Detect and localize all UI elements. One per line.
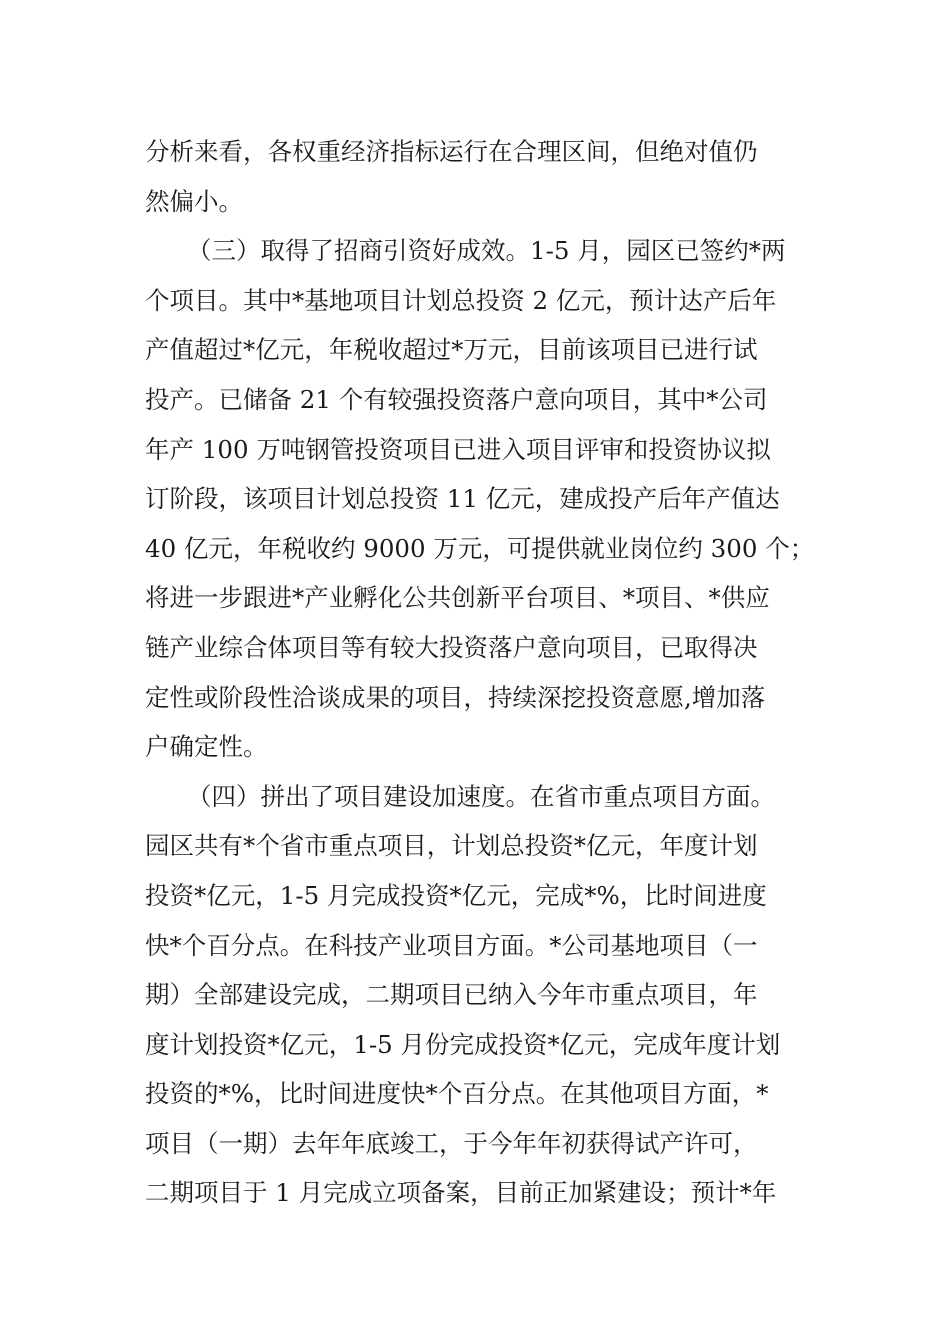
text-line: 期）全部建设完成，二期项目已纳入今年市重点项目，年 <box>145 980 758 1010</box>
text-line: 园区共有*个省市重点项目，计划总投资*亿元，年度计划 <box>145 831 758 861</box>
text-line: 项目（一期）去年年底竣工，于今年年初获得试产许可， <box>145 1128 758 1158</box>
text-line: 投产。已储备 21 个有较强投资落户意向项目，其中*公司 <box>145 384 768 414</box>
text-line: 订阶段，该项目计划总投资 11 亿元，建成投产后年产值达 <box>145 484 780 514</box>
text-line: 二期项目于 1 月完成立项备案，目前正加紧建设；预计*年 <box>145 1178 777 1208</box>
text-line: 链产业综合体项目等有较大投资落户意向项目，已取得决 <box>145 632 758 662</box>
text-line: 分析来看，各权重经济指标运行在合理区间，但绝对值仍 <box>145 137 758 166</box>
text-line: 投资*亿元，1-5 月完成投资*亿元，完成*%，比时间进度 <box>145 880 767 910</box>
text-line: 户确定性。 <box>145 732 268 762</box>
document-body <box>145 127 815 1218</box>
text-line: 然偏小。 <box>145 186 243 216</box>
text-line: 度计划投资*亿元，1-5 月份完成投资*亿元，完成年度计划 <box>145 1029 781 1059</box>
text-line: 年产 100 万吨钢管投资项目已进入项目评审和投资协议拟 <box>145 434 771 464</box>
text-line: 个项目。其中*基地项目计划总投资 2 亿元，预计达产后年 <box>145 285 777 315</box>
text-line: 定性或阶段性洽谈成果的项目，持续深挖投资意愿,增加落 <box>145 682 766 712</box>
text-line: 40 亿元，年税收约 9000 万元，可提供就业岗位约 300 个； <box>145 533 815 563</box>
text-line: 投资的*%，比时间进度快*个百分点。在其他项目方面，* <box>145 1079 769 1109</box>
paragraph-heading-line: （三）取得了招商引资好成效。1-5 月，园区已签约*两 <box>187 236 786 266</box>
text-line: 产值超过*亿元，年税收超过*万元，目前该项目已进行试 <box>145 335 758 365</box>
text-line: 快*个百分点。在科技产业项目方面。*公司基地项目（一 <box>145 930 758 960</box>
text-line: 将进一步跟进*产业孵化公共创新平台项目、*项目、*供应 <box>145 583 770 613</box>
paragraph-heading-line: （四）拼出了项目建设加速度。在省市重点项目方面。 <box>187 781 775 811</box>
